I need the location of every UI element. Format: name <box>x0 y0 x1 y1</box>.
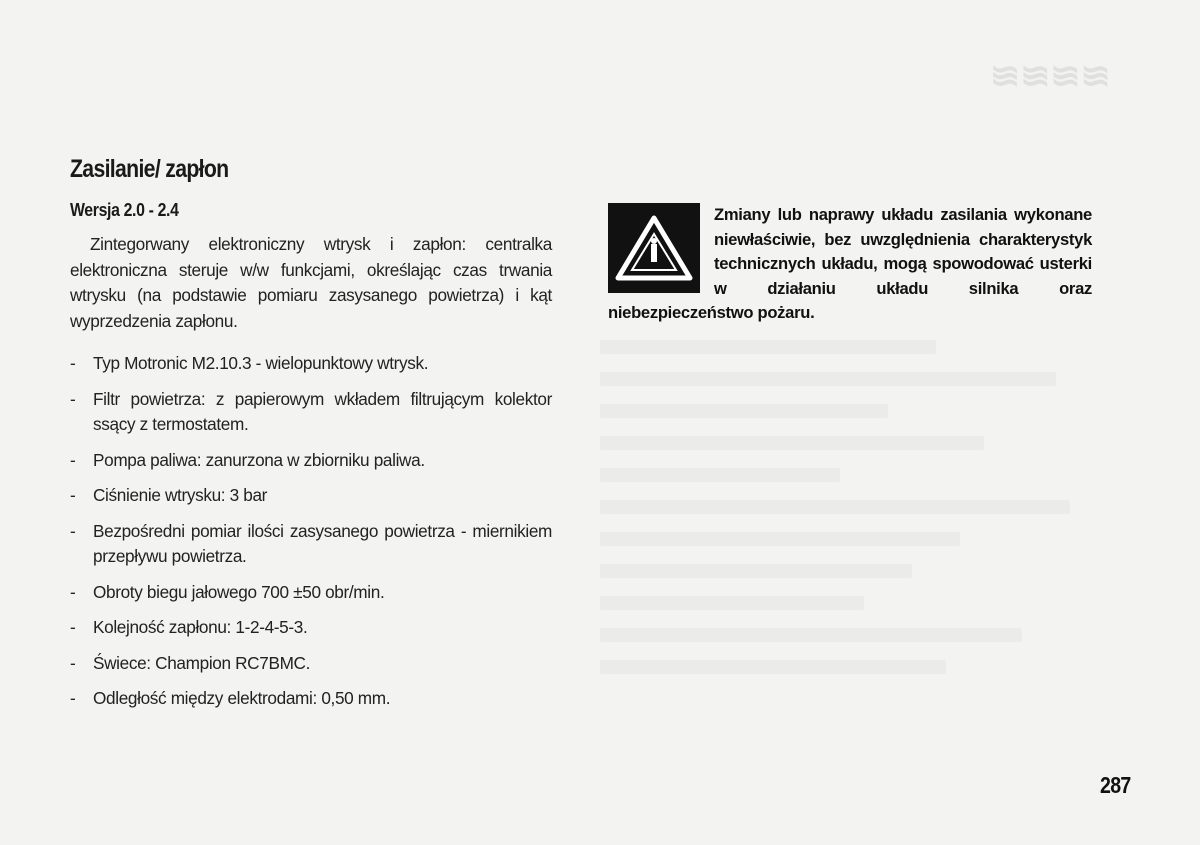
bleed-through-text: ≋≋≋≋ <box>990 55 1111 96</box>
spec-text: Świece: Champion RC7BMC. <box>93 652 311 673</box>
warning-text: Zmiany lub naprawy układu zasilania wykonane niewłaściwie, bez uwzględnienia charakterystyk technicznych układu, mogą spowodować usterki w działaniu układu silnika oraz niebezpieczeństwo pożaru. <box>608 205 1092 322</box>
list-dash: - <box>70 388 76 409</box>
warning-box <box>608 203 1092 326</box>
left-column <box>70 152 552 722</box>
list-dash: - <box>70 688 76 709</box>
list-item <box>70 651 552 677</box>
spec-text: Filtr powietrza: z papierowym wkładem filtrującym kolektor ssący z termostatem. <box>93 388 552 435</box>
spec-text: Pompa paliwa: zanurzona w zbiorniku paliwa. <box>93 449 425 470</box>
list-item <box>70 519 552 570</box>
list-item <box>70 351 552 377</box>
list-item <box>70 686 552 712</box>
version-title: Wersja 2.0 - 2.4 <box>70 200 179 220</box>
list-item <box>70 448 552 474</box>
spec-text: Ciśnienie wtrysku: 3 bar <box>93 485 268 506</box>
section-title: Zasilanie/ zapłon <box>70 155 229 183</box>
spec-text: Odległość między elektrodami: 0,50 mm. <box>93 688 391 709</box>
spec-text: Kolejność zapłonu: 1-2-4-5-3. <box>93 617 308 638</box>
list-item <box>70 483 552 509</box>
list-dash: - <box>70 353 76 374</box>
list-dash: - <box>70 449 76 470</box>
spec-list <box>70 351 552 712</box>
warning-triangle-icon <box>608 203 700 293</box>
list-item <box>70 387 552 438</box>
list-dash: - <box>70 520 76 541</box>
list-dash: - <box>70 485 76 506</box>
list-item <box>70 615 552 641</box>
intro-paragraph: Zintegorwany elektroniczny wtrysk i zapłon: centralka elektroniczna steruje w/w funkcjami, określając czas trwania wtrysku (na podstawie pomiaru zasysanego powietrza) i kąt wyprzedzenia zapłonu. <box>70 234 552 331</box>
spec-text: Typ Motronic M2.10.3 - wielopunktowy wtrysk. <box>93 353 429 374</box>
list-item <box>70 580 552 606</box>
bleed-through-lines <box>600 340 1080 692</box>
list-dash: - <box>70 617 76 638</box>
list-dash: - <box>70 581 76 602</box>
warning-triangle-svg <box>614 212 694 284</box>
list-dash: - <box>70 652 76 673</box>
spec-text: Obroty biegu jałowego 700 ±50 obr/min. <box>93 581 385 602</box>
spec-text: Bezpośredni pomiar ilości zasysanego powietrza - miernikiem przepływu powietrza. <box>93 520 552 567</box>
page-number: 287 <box>1100 772 1131 798</box>
